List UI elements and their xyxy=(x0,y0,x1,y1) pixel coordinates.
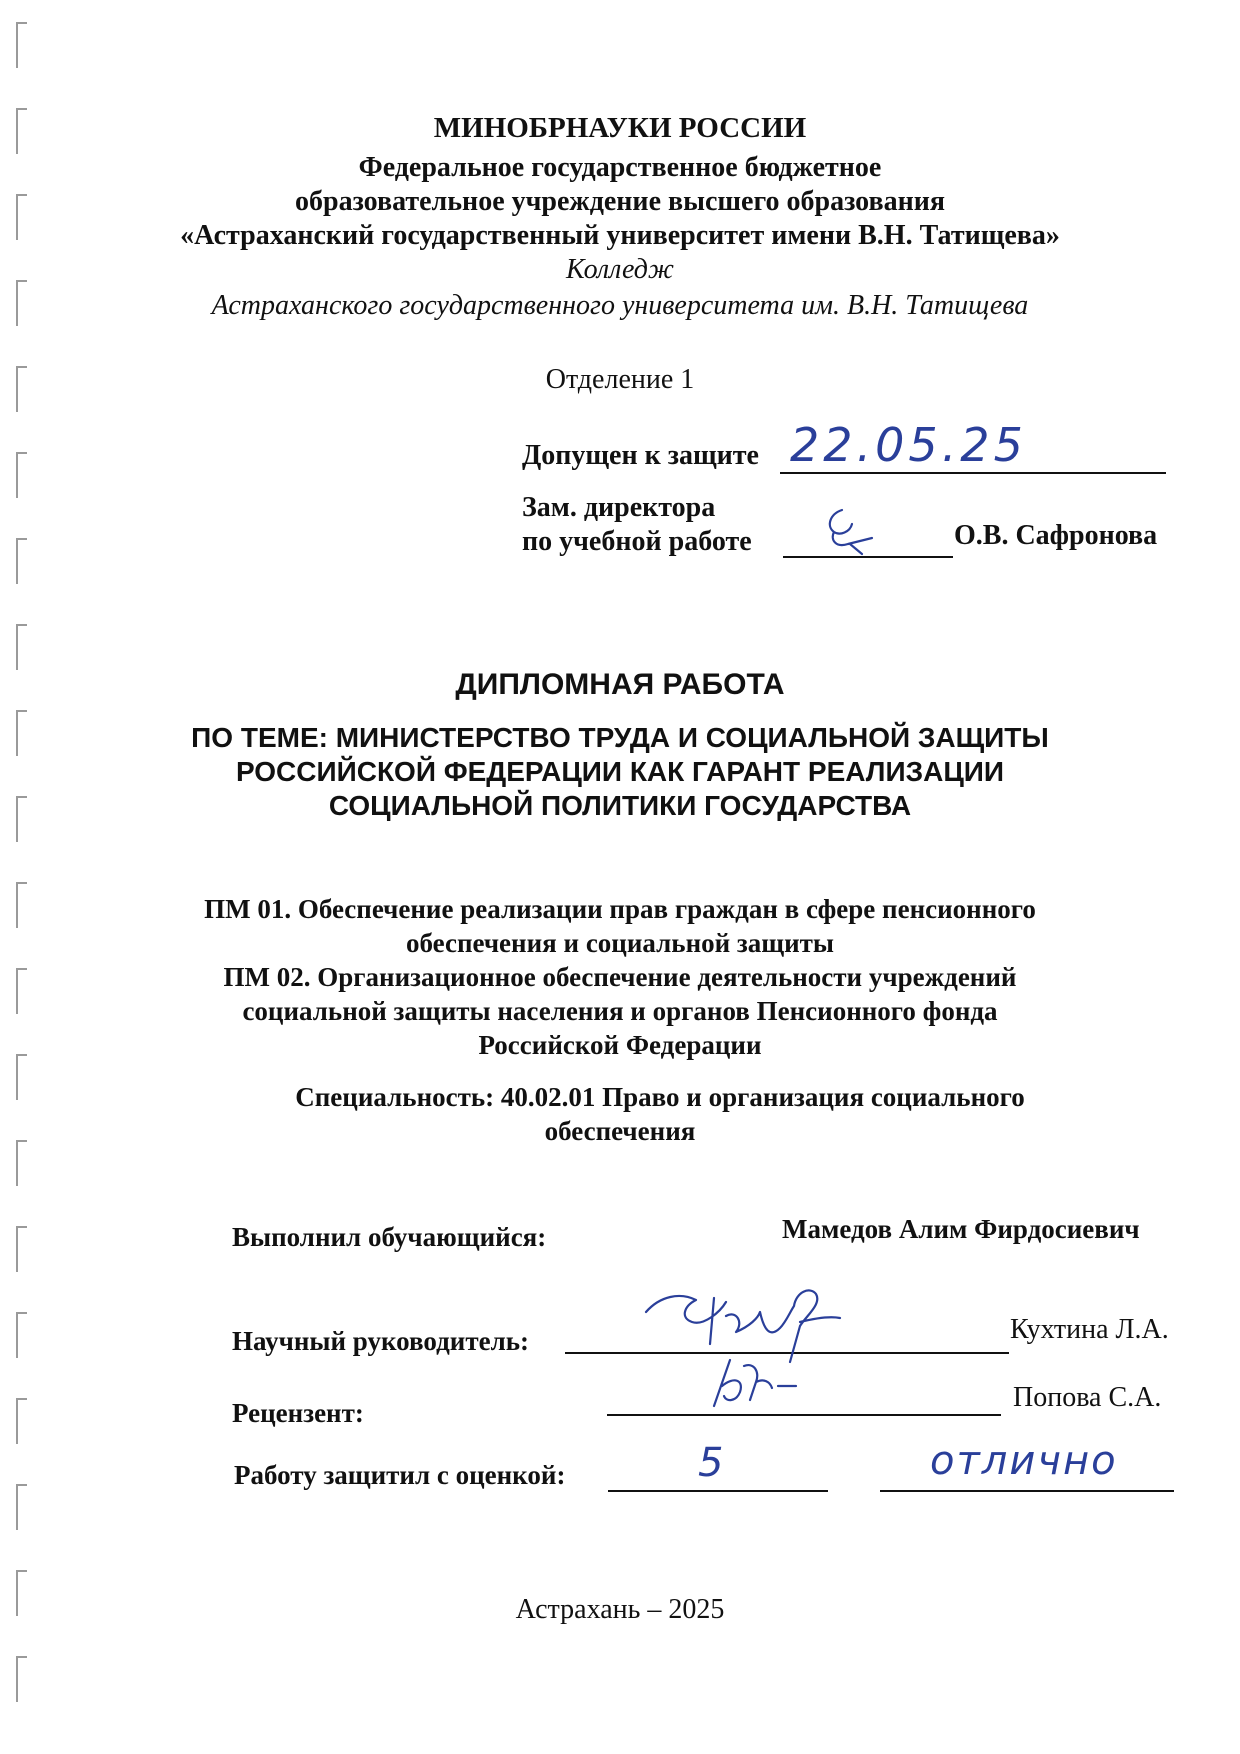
supervisor-label: Научный руководитель: xyxy=(232,1326,529,1356)
ministry-heading: МИНОБРНАУКИ РОССИИ xyxy=(433,112,807,144)
binding-mark xyxy=(16,1312,27,1358)
grade-line xyxy=(608,1490,828,1492)
deputy-title-line-2: по учебной работе xyxy=(522,526,752,557)
student-label: Выполнил обучающийся: xyxy=(232,1222,547,1252)
department: Отделение 1 xyxy=(545,364,695,395)
topic-line-3: СОЦИАЛЬНОЙ ПОЛИТИКИ ГОСУДАРСТВА xyxy=(328,790,912,821)
reviewer-signature xyxy=(700,1352,810,1412)
specialty-line-1: Специальность: 40.02.01 Право и организация социального xyxy=(295,1082,1025,1112)
document-type: ДИПЛОМНАЯ РАБОТА xyxy=(455,668,785,701)
binding-mark xyxy=(16,22,27,68)
deputy-title: Зам. директора xyxy=(522,492,716,523)
binding-mark xyxy=(16,1398,27,1444)
institution-line-2: образовательное учреждение высшего образования xyxy=(295,186,945,217)
pm02-line-3: Российской Федерации xyxy=(478,1030,762,1060)
university-name: «Астраханский государственный университет имени В.Н. Татищева» xyxy=(180,220,1060,251)
binding-mark xyxy=(16,538,27,584)
deputy-signature xyxy=(820,504,880,558)
student-name: Мамедов Алим Фирдосиевич xyxy=(782,1214,1140,1244)
pm01-line-1: ПМ 01. Обеспечение реализации прав граждан в сфере пенсионного xyxy=(204,894,1036,924)
pm02-line-2: социальной защиты населения и органов Пенсионного фонда xyxy=(242,996,998,1026)
pm01-line-2: обеспечения и социальной защиты xyxy=(406,928,834,958)
reviewer-name: Попова С.А. xyxy=(1013,1382,1162,1413)
city-year: Астрахань – 2025 xyxy=(515,1594,725,1625)
binding-mark xyxy=(16,1484,27,1530)
binding-mark xyxy=(16,1656,27,1702)
college-line-1: Колледж xyxy=(566,254,674,285)
grade-label: Работу защитил с оценкой: xyxy=(234,1460,566,1490)
admitted-date-handwritten: 22.05.25 xyxy=(790,418,1027,472)
college-line-2: Астраханского государственного университета им. В.Н. Татищева xyxy=(211,290,1029,321)
grade-handwritten: 5 xyxy=(698,1440,724,1486)
binding-mark xyxy=(16,624,27,670)
grade-word-line xyxy=(880,1490,1174,1492)
binding-mark xyxy=(16,452,27,498)
grade-word-handwritten: отлично xyxy=(930,1438,1118,1484)
binding-mark xyxy=(16,1226,27,1272)
institution-line-1: Федеральное государственное бюджетное xyxy=(358,152,882,183)
pm02-line-1: ПМ 02. Организационное обеспечение деятельности учреждений xyxy=(223,962,1017,992)
supervisor-name: Кухтина Л.А. xyxy=(1010,1314,1169,1345)
topic-line-2: РОССИЙСКОЙ ФЕДЕРАЦИИ КАК ГАРАНТ РЕАЛИЗАЦИИ xyxy=(235,756,1005,787)
deputy-name: О.В. Сафронова xyxy=(954,520,1158,551)
reviewer-signature-line xyxy=(607,1414,1001,1416)
admitted-date-line xyxy=(780,472,1166,474)
admitted-label: Допущен к защите xyxy=(522,440,759,471)
specialty-line-2: обеспечения xyxy=(544,1116,696,1146)
topic-line-1: ПО ТЕМЕ: МИНИСТЕРСТВО ТРУДА И СОЦИАЛЬНОЙ ЗАЩИТЫ xyxy=(191,722,1049,753)
reviewer-label: Рецензент: xyxy=(232,1398,364,1428)
